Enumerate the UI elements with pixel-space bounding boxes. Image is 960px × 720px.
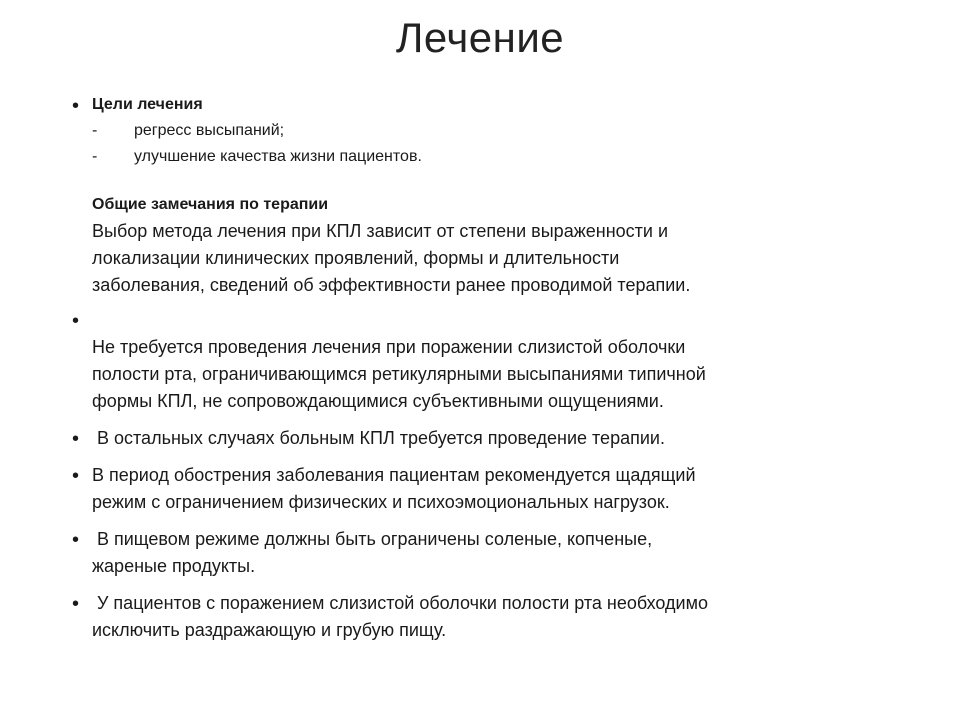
point-line: формы КПЛ, не сопровождающимися субъективными ощущениями. xyxy=(92,391,664,411)
therapy-line: локализации клинических проявлений, формы и длительности xyxy=(92,248,620,268)
bullet-icon: • xyxy=(72,529,80,551)
bullet-point xyxy=(72,425,892,452)
bullet-point xyxy=(72,307,892,415)
point-line: В остальных случаях больным КПЛ требуется проведение терапии. xyxy=(92,428,665,448)
goal-item xyxy=(92,118,892,144)
therapy-line: Выбор метода лечения при КПЛ зависит от степени выраженности и xyxy=(92,221,668,241)
dash-marker: - xyxy=(92,122,98,139)
point-line: В пищевом режиме должны быть ограничены соленые, копченые, xyxy=(92,529,653,549)
bullet-icon: • xyxy=(72,95,80,117)
bullet-icon: • xyxy=(72,428,80,450)
goals-heading: Цели лечения xyxy=(92,96,203,113)
slide-title: Лечение xyxy=(395,14,565,61)
point-line: режим с ограничением физических и психоэмоциональных нагрузок. xyxy=(92,492,670,512)
point-line: В период обострения заболевания пациентам рекомендуется щадящий xyxy=(92,465,696,485)
goal-text: улучшение качества жизни пациентов. xyxy=(134,148,422,165)
therapy-line: заболевания, сведений об эффективности ранее проводимой терапии. xyxy=(92,275,691,295)
goal-text: регресс высыпаний; xyxy=(134,122,285,139)
bullet-point xyxy=(72,590,892,644)
bullet-icon: • xyxy=(72,593,80,615)
point-line xyxy=(92,307,892,334)
slide-content xyxy=(72,92,892,644)
therapy-heading: Общие замечания по терапии xyxy=(92,196,329,213)
bullet-point xyxy=(72,462,892,516)
point-line: Не требуется проведения лечения при поражении слизистой оболочки xyxy=(92,337,686,357)
goal-item xyxy=(92,144,892,170)
point-line: У пациентов с поражением слизистой оболочки полости рта необходимо xyxy=(92,593,708,613)
bullet-icon: • xyxy=(72,465,80,487)
goals-block xyxy=(72,92,892,299)
dash-marker: - xyxy=(92,148,98,165)
point-line: исключить раздражающую и грубую пищу. xyxy=(92,620,447,640)
point-line: жареные продукты. xyxy=(92,556,256,576)
bullet-point xyxy=(72,526,892,580)
point-line: полости рта, ограничивающимся ретикулярными высыпаниями типичной xyxy=(92,364,706,384)
bullet-icon: • xyxy=(72,310,80,332)
